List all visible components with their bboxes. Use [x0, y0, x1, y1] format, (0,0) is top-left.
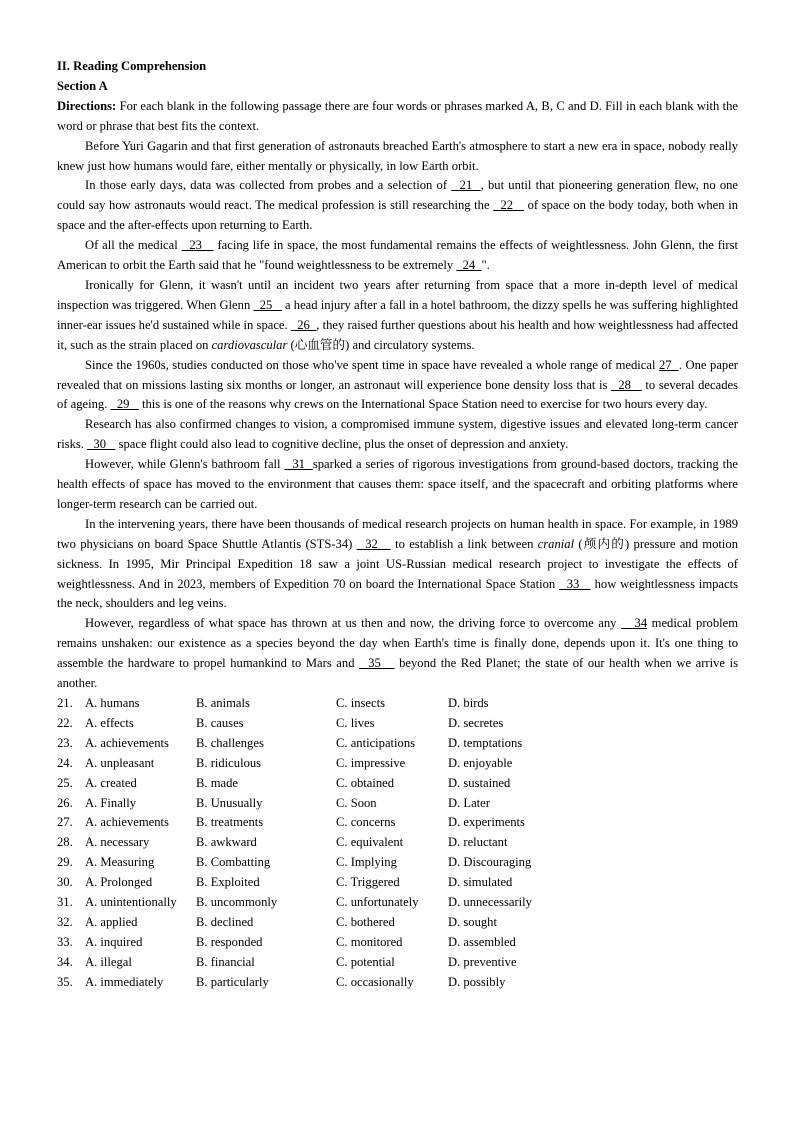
question-number: 29. — [57, 855, 73, 870]
directions-text: For each blank in the following passage there are four words or phrases marked A, B, C and D. Fill in each blank with the word or phrase that best fits the context. — [57, 98, 738, 133]
text: . One paper revealed that on missions lasting six months or longer, an astronaut will experience bone density loss that is — [57, 357, 738, 392]
blank-23: 23 — [181, 238, 214, 253]
option-d: D. experiments — [448, 815, 525, 830]
question-number: 32. — [57, 914, 73, 929]
paragraph-5 — [57, 356, 738, 416]
option-a: A. unpleasant — [85, 755, 155, 770]
option-c: C. concerns — [336, 815, 396, 830]
question-number: 33. — [57, 934, 73, 949]
blank-35: 35 — [359, 656, 395, 671]
blank-32: 32 — [356, 536, 391, 551]
option-d: D. sought — [448, 914, 497, 929]
option-c: C. Triggered — [336, 875, 400, 890]
option-c: C. Implying — [336, 855, 397, 870]
paragraph-1: Before Yuri Gagarin and that first generation of astronauts breached Earth's atmosphere to start a new era in space, nobody really knew just how humans would fare, either mentally or physically, in low Earth orbit. — [57, 138, 738, 173]
text: In those early days, data was collected from probes and a selection of — [85, 178, 452, 193]
question-number: 23. — [57, 735, 73, 750]
option-a: A. humans — [85, 696, 140, 710]
option-c: C. monitored — [336, 934, 403, 949]
option-d: D. temptations — [448, 735, 523, 750]
text: , they raised further questions about his health and how weightlessness had affected it, such as the strain placed on — [57, 317, 738, 352]
text: Research has also confirmed changes to vision, a compromised immune system, digestive issues and elevated long-term cancer risks. — [57, 417, 738, 452]
option-b: B. financial — [196, 954, 255, 969]
option-b: B. uncommonly — [196, 895, 278, 910]
option-c: C. equivalent — [336, 835, 404, 850]
option-c: C. anticipations — [336, 735, 416, 750]
blank-22: 22 — [493, 198, 524, 213]
option-c: C. potential — [336, 954, 395, 969]
text: beyond the Red Planet; the state of our health when we arrive is another. — [57, 656, 738, 691]
exam-page — [57, 57, 738, 993]
blank-26: 26 — [290, 317, 317, 332]
option-b: B. made — [196, 775, 238, 790]
question-number: 24. — [57, 755, 73, 770]
text: Of all the medical — [85, 238, 182, 253]
option-a: A. Measuring — [85, 855, 155, 870]
directions-label: Directions: — [57, 98, 117, 113]
question-number: 28. — [57, 835, 73, 850]
question-number: 27. — [57, 815, 73, 830]
text: Since the 1960s, studies conducted on those who've spent time in space have revealed a whole range of medical — [85, 357, 660, 372]
blank-27: 27 — [659, 357, 679, 372]
text: pressure and motion sickness. In 1995, Mir Principal Expedition 18 saw a joint US-Russian medical research project to investigate the effects of weightlessness. And in 2023, members of Expedition 70 on board the International Space Station — [57, 536, 738, 591]
paragraph-3 — [57, 236, 738, 276]
paragraph-4 — [57, 276, 738, 356]
option-c: C. lives — [336, 715, 375, 730]
option-c: C. occasionally — [336, 974, 414, 989]
option-c: C. impressive — [336, 755, 406, 770]
text: space flight could also lead to cognitive decline, plus the onset of depression and anxiety. — [115, 437, 569, 452]
text: how weightlessness impacts the neck, shoulders and leg veins. — [57, 576, 738, 611]
option-d: D. reluctant — [448, 835, 508, 850]
text: to several decades of ageing. — [57, 377, 738, 412]
option-c: C. unfortunately — [336, 895, 419, 910]
option-row — [57, 774, 568, 794]
blank-31: 31 — [284, 457, 313, 472]
option-a: A. applied — [85, 914, 138, 929]
option-b: B. Unusually — [196, 795, 263, 810]
option-d: D. possibly — [448, 974, 506, 989]
option-d: D. sustained — [448, 775, 511, 790]
option-a: A. achievements — [85, 815, 169, 830]
text: of space on the body today, both when in space and the after-effects upon returning to Earth. — [57, 198, 738, 233]
blank-25: 25 — [253, 297, 282, 312]
paragraph-8 — [57, 515, 738, 615]
option-row — [57, 794, 568, 814]
option-b: B. declined — [196, 914, 254, 929]
option-a: A. illegal — [85, 954, 132, 969]
paragraph-7 — [57, 455, 738, 515]
option-row — [57, 933, 568, 953]
option-b: B. Combatting — [196, 855, 271, 870]
text: However, regardless of what space has thrown at us then and now, the driving force to overcome any — [85, 616, 621, 631]
option-a: A. unintentionally — [85, 895, 177, 910]
option-row — [57, 913, 568, 933]
option-d: D. secretes — [448, 715, 504, 730]
option-a: A. necessary — [85, 835, 150, 850]
blank-33: 33 — [559, 576, 591, 591]
option-row — [57, 893, 568, 913]
option-d: D. enjoyable — [448, 755, 513, 770]
text: to establish a link between — [390, 536, 538, 551]
text: Ironically for Glenn, it wasn't until an incident two years after returning from space that a more in-depth level of medical inspection was triggered. When Glenn — [57, 277, 738, 312]
question-number: 22. — [57, 715, 73, 730]
blank-28: 28 — [611, 377, 642, 392]
text: a head injury after a fall in a hotel bathroom, the dizzy spells he was suffering highlighted inner-ear issues he'd sustained while in space. — [57, 297, 738, 332]
option-row — [57, 953, 568, 973]
option-b: B. treatments — [196, 815, 264, 830]
text: this is one of the reasons why crews on the International Space Station need to exercise for two hours every day. — [138, 397, 708, 412]
blank-34: 34 — [620, 616, 648, 631]
question-number: 21. — [57, 696, 73, 710]
term-cardiovascular: cardiovascular — [211, 337, 288, 352]
question-number: 35. — [57, 974, 73, 989]
option-d: D. Discouraging — [448, 855, 532, 870]
option-b: B. awkward — [196, 835, 257, 850]
option-b: B. responded — [196, 934, 263, 949]
option-c: C. bothered — [336, 914, 395, 929]
option-b: B. particularly — [196, 974, 269, 989]
option-d: D. unnecessarily — [448, 895, 532, 910]
option-b: B. challenges — [196, 735, 264, 750]
gloss-cranial: (颅内的) — [574, 536, 630, 551]
option-a: A. Prolonged — [85, 875, 153, 890]
option-d: D. preventive — [448, 954, 517, 969]
text: ". — [481, 258, 490, 273]
text: However, while Glenn's bathroom fall — [85, 457, 285, 472]
option-a: A. immediately — [85, 974, 164, 989]
option-b: B. Exploited — [196, 875, 260, 890]
option-b: B. animals — [196, 696, 250, 710]
section-title: II. Reading Comprehension — [57, 59, 207, 73]
blank-29: 29 — [110, 397, 139, 412]
option-d: D. birds — [448, 696, 489, 710]
blank-21: 21 — [451, 178, 481, 193]
option-row — [57, 853, 568, 873]
paragraph-6 — [57, 415, 738, 455]
section-subtitle: Section A — [57, 78, 108, 93]
option-row — [57, 873, 568, 893]
option-row — [57, 833, 568, 853]
option-a: A. Finally — [85, 795, 137, 810]
option-a: A. created — [85, 775, 137, 790]
option-row — [57, 694, 568, 714]
option-row — [57, 973, 568, 993]
option-row — [57, 754, 568, 774]
blank-30: 30 — [87, 437, 116, 452]
option-a: A. achievements — [85, 735, 169, 750]
option-d: D. simulated — [448, 875, 513, 890]
paragraph-9 — [57, 614, 738, 694]
text: In the intervening years, there have been thousands of medical research projects on human health in space. For example, in 1989 two physicians on board Space Shuttle Atlantis (STS-34) — [57, 516, 738, 551]
option-row — [57, 714, 568, 734]
question-number: 26. — [57, 795, 73, 810]
question-number: 31. — [57, 895, 73, 910]
question-number: 25. — [57, 775, 73, 790]
option-a: A. effects — [85, 715, 134, 730]
option-d: D. assembled — [448, 934, 516, 949]
paragraph-2 — [57, 176, 738, 236]
option-c: C. insects — [336, 696, 385, 710]
text: , but until that pioneering generation flew, no one could say how astronauts would react. The medical profession is still researching the — [57, 178, 738, 213]
term-cranial: cranial — [537, 536, 575, 551]
gloss-cardiovascular: (心血管的) — [287, 337, 350, 352]
option-b: B. causes — [196, 715, 244, 730]
option-row — [57, 813, 568, 833]
text: medical problem remains unshaken: our existence as a species beyond the day when Earth's time is finally done, depends upon it. It's one thing to assemble the hardware to propel humankind to Mars and — [57, 616, 739, 671]
question-number: 30. — [57, 875, 73, 890]
text: sparked a series of rigorous investigations from ground-based doctors, tracking the health effects of space has moved to the environment that causes them: space itself, and the spacecraft and orbiting platforms where longer-term research can be carried out. — [57, 457, 738, 511]
directions — [57, 97, 738, 137]
question-number: 34. — [57, 954, 73, 969]
option-c: C. Soon — [336, 795, 377, 810]
option-c: C. obtained — [336, 775, 395, 790]
option-d: D. Later — [448, 795, 490, 810]
text: and circulatory systems. — [349, 337, 475, 352]
options-table — [57, 694, 568, 993]
text: facing life in space, the most fundamental remains the effects of weightlessness. John Glenn, the first American to orbit the Earth said that he "found weightlessness to be extremely — [57, 238, 739, 273]
option-a: A. inquired — [85, 934, 143, 949]
option-row — [57, 734, 568, 754]
blank-24: 24 — [456, 258, 482, 273]
option-b: B. ridiculous — [196, 755, 262, 770]
